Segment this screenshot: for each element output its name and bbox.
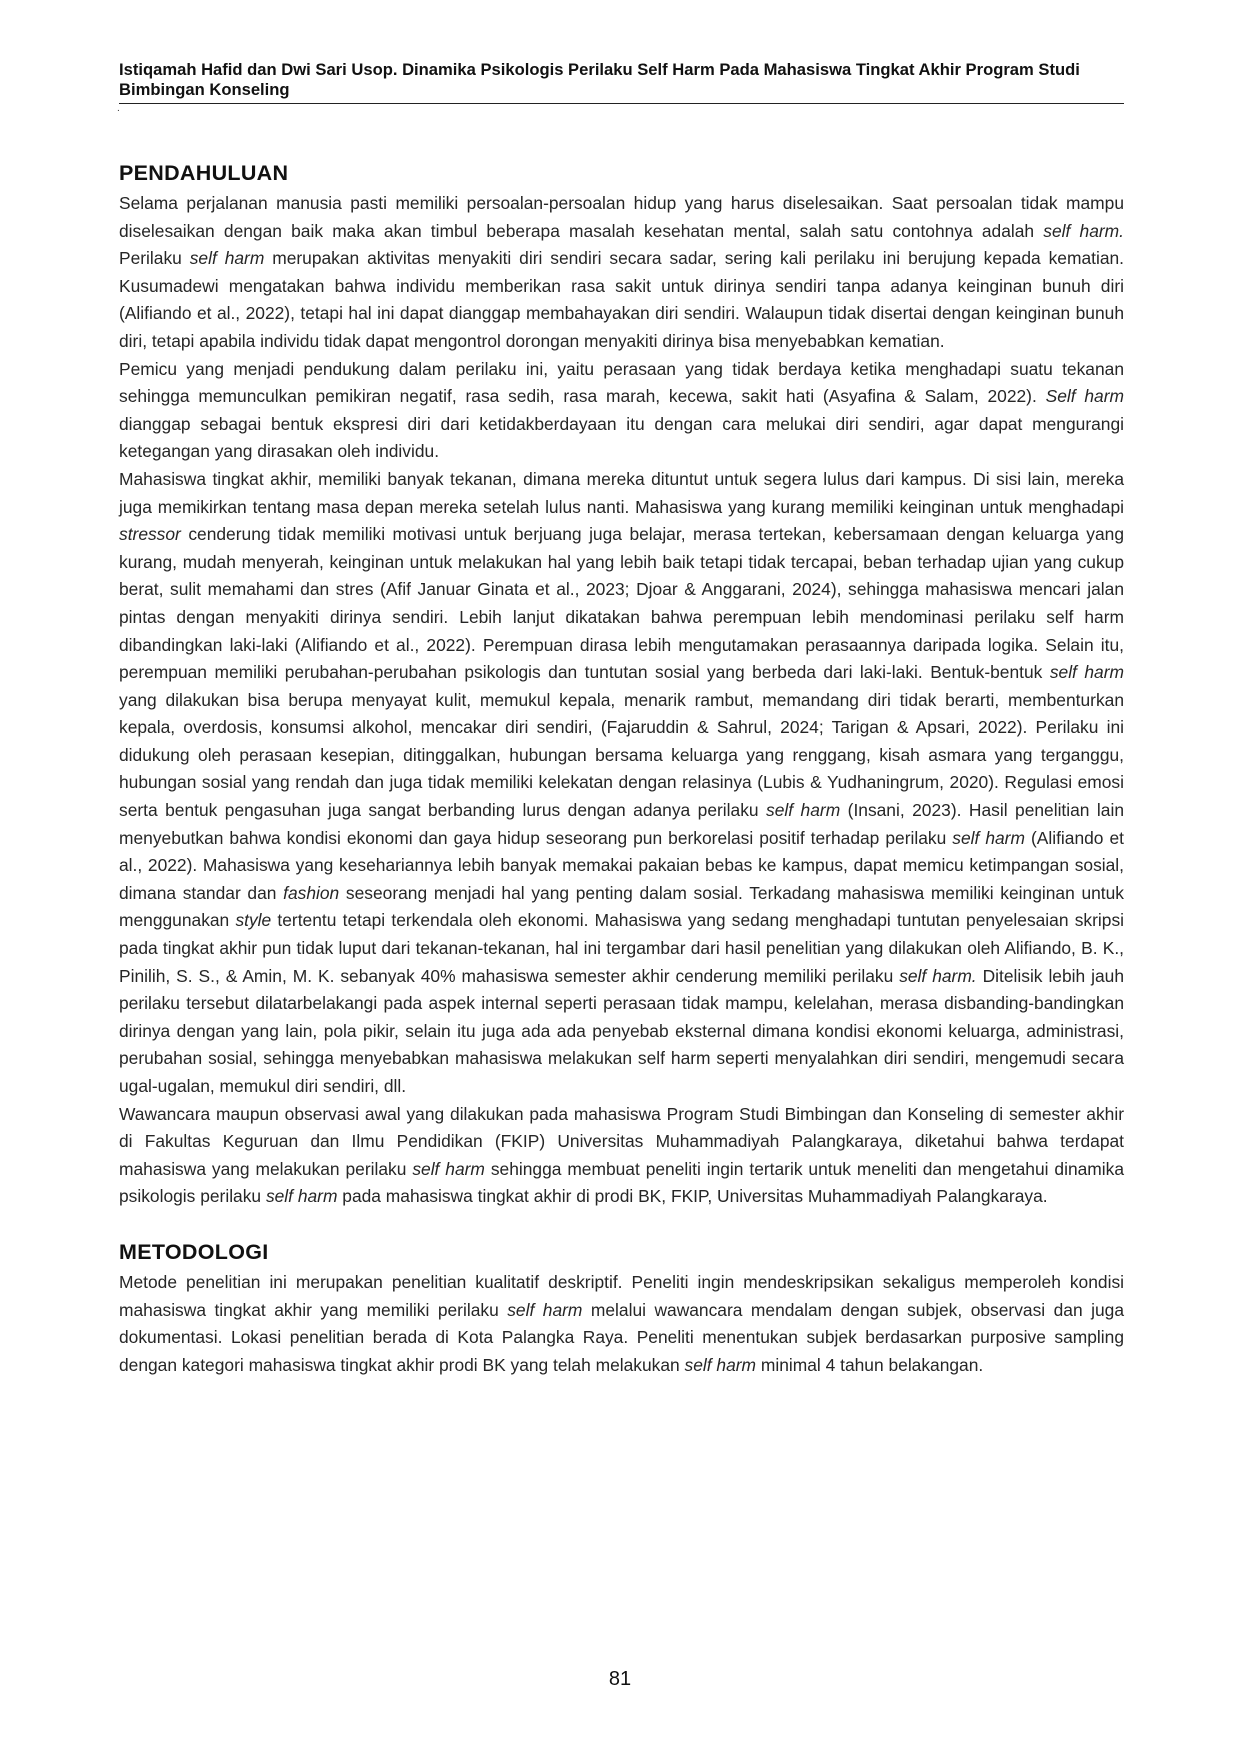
text-run: Perilaku: [119, 248, 190, 269]
italic-term: style: [235, 910, 272, 931]
text-run: merupakan aktivitas menyakiti diri sendiri secara sadar, sering kali perilaku ini berujung kepada kematian. Kusumadewi mengatakan bahwa individu memberikan rasa sakit untuk dirinya sendiri tanpa adanya keinginan bunuh diri (Alifiando et al., 2022), tetapi hal ini dapat dianggap membahayakan diri sendiri. Walaupun tidak disertai dengan keinginan bunuh diri, tetapi apabila individu tidak dapat mengontrol dorongan menyakiti dirinya bisa menyebabkan kematian.: [119, 248, 1124, 351]
article-body: [119, 160, 1124, 1379]
italic-term: self harm: [189, 248, 265, 269]
text-run: pada mahasiswa tingkat akhir di prodi BK, FKIP, Universitas Muhammadiyah Palangkaraya.: [337, 1186, 1048, 1207]
italic-term: self harm: [952, 827, 1025, 848]
text-run: Pemicu yang menjadi pendukung dalam perilaku ini, yaitu perasaan yang tidak berdaya ketika menghadapi suatu tekanan sehingga memunculkan pemikiran negatif, rasa sedih, rasa marah, kecewa, sakit hati (Asyafina & Salam, 2022).: [119, 358, 1124, 407]
italic-term: self harm: [507, 1299, 583, 1320]
italic-term: stressor: [119, 524, 181, 545]
italic-term: self harm: [412, 1158, 485, 1179]
text-run: Mahasiswa tingkat akhir, memiliki banyak tekanan, dimana mereka dituntut untuk segera lulus dari kampus. Di sisi lain, mereka juga memikirkan tentang masa depan mereka setelah lulus nanti. Mahasiswa yang kurang memiliki keinginan untuk menghadapi: [119, 468, 1124, 517]
section-heading-pendahuluan: PENDAHULUAN: [119, 161, 289, 185]
italic-term: self harm: [1049, 662, 1124, 683]
text-run: seseorang menjadi hal yang penting dalam sosial. Terkadang mahasiswa memiliki keinginan untuk menggunakan: [119, 882, 1124, 931]
text-run: cenderung tidak memiliki motivasi untuk berjuang juga belajar, merasa tertekan, kebersamaan dengan keluarga yang kurang, mudah menyerah, keinginan untuk melakukan hal yang lebih baik tetapi tidak tercapai, beban terhadap ujian yang cukup berat, sulit memahami dan stres (Afif Januar Ginata et al., 2023; Djoar & Anggarani, 2024), sehingga mahasiswa mencari jalan pintas dengan menyakiti dirinya sendiri. Lebih lanjut dikatakan bahwa perempuan lebih mendominasi perilaku self harm dibandingkan laki-laki (Alifiando et al., 2022). Perempuan dirasa lebih mengutamakan perasaannya daripada logika. Selain itu, perempuan memiliki perubahan-perubahan psikologis dan tuntutan sosial yang berbeda dari laki-laki. Bentuk-bentuk: [119, 524, 1124, 683]
text-run: melalui wawancara mendalam dengan subjek, observasi dan juga dokumentasi. Lokasi penelitian berada di Kota Palangka Raya. Peneliti menentukan subjek berdasarkan purposive sampling dengan kategori mahasiswa tingkat akhir prodi BK yang telah melakukan: [119, 1299, 1124, 1375]
text-run: Wawancara maupun observasi awal yang dilakukan pada mahasiswa Program Studi Bimbingan dan Konseling di semester akhir di Fakultas Keguruan dan Ilmu Pendidikan (FKIP) Universitas Muhammadiyah Palangkaraya, diketahui bahwa terdapat mahasiswa yang melakukan perilaku: [119, 1103, 1124, 1179]
italic-term: self harm.: [899, 965, 977, 986]
paragraph: [119, 356, 1124, 466]
paragraph: [119, 190, 1124, 356]
text-run: (Alifiando et al., 2022). Mahasiswa yang kesehariannya lebih banyak memakai pakaian bebas ke kampus, dapat memicu ketimpangan sosial, dimana standar dan: [119, 827, 1125, 903]
text-run: tertentu tetapi terkendala oleh ekonomi. Mahasiswa yang sedang menghadapi tuntutan penyelesaian skripsi pada tingkat akhir pun tidak luput dari tekanan-tekanan, hal ini tergambar dari hasil penelitian yang dilakukan oleh Alifiando, B. K., Pinilih, S. S., & Amin, M. K. sebanyak 40% mahasiswa semester akhir cenderung memiliki perilaku: [119, 910, 1125, 986]
italic-term: fashion: [283, 882, 340, 903]
italic-term: Self harm: [1045, 386, 1124, 407]
text-run: Selama perjalanan manusia pasti memiliki persoalan-persoalan hidup yang harus diselesaikan. Saat persoalan tidak mampu diselesaikan dengan baik maka akan timbul beberapa masalah kesehatan mental, salah satu contohnya adalah: [119, 193, 1124, 241]
section-heading-metodologi: METODOLOGI: [119, 1239, 269, 1264]
paragraph: [119, 1269, 1124, 1379]
text-run: Metode penelitian ini merupakan penelitian kualitatif deskriptif. Peneliti ingin mendeskripsikan sekaligus memperoleh kondisi mahasiswa tingkat akhir yang memiliki perilaku: [119, 1271, 1124, 1320]
italic-term: self harm: [684, 1354, 757, 1375]
running-header: Istiqamah Hafid dan Dwi Sari Usop. Dinamika Psikologis Perilaku Self Harm Pada Mahasiswa Tingkat Akhir Program Studi Bimbingan Konseling: [119, 60, 1124, 104]
text-run: Ditelisik lebih jauh perilaku tersebut dilatarbelakangi pada aspek internal seperti perasaan tidak mampu, kelelahan, merasa disbanding-bandingkan dirinya dengan yang lain, pola pikir, selain itu juga ada ada penyebab eksternal dimana kondisi ekonomi keluarga, administrasi, perubahan sosial, sehingga menyebabkan mahasiswa melakukan self harm seperti menyalahkan diri sendiri, mengemudi secara ugal-ugalan, memukul diri sendiri, dll.: [119, 965, 1125, 1096]
paragraph: [119, 1101, 1124, 1211]
text-run: (Insani, 2023). Hasil penelitian lain menyebutkan bahwa kondisi ekonomi dan gaya hidup seseorang pun berkorelasi positif terhadap perilaku: [119, 800, 1125, 848]
page-number: 81: [608, 1668, 632, 1690]
italic-term: self harm: [265, 1186, 338, 1207]
text-run: minimal 4 tahun belakangan.: [756, 1354, 984, 1375]
text-run: yang dilakukan bisa berupa menyayat kulit, memukul kepala, menarik rambut, memandang diri tidak berarti, membenturkan kepala, overdosis, konsumsi alkohol, mencakar diri sendiri, (Fajaruddin & Sahrul, 2024; Tarigan & Apsari, 2022). Perilaku ini didukung oleh perasaan kesepian, ditinggalkan, hubungan bersama keluarga yang renggang, kisah asmara yang terganggu, hubungan sosial yang rendah dan juga tidak memiliki kelekatan dengan relasinya (Lubis & Yudhaningrum, 2020). Regulasi emosi serta bentuk pengasuhan juga sangat berbanding lurus dengan adanya perilaku: [119, 689, 1124, 821]
italic-term: self harm: [766, 800, 841, 821]
text-run: dianggap sebagai bentuk ekspresi diri dari ketidakberdayaan itu dengan cara melukai diri sendiri, agar dapat mengurangi ketegangan yang dirasakan oleh individu.: [119, 413, 1124, 462]
header-dot: .: [117, 103, 120, 114]
paragraph: [119, 466, 1124, 1101]
text-run: sehingga membuat peneliti ingin tertarik untuk meneliti dan mengetahui dinamika psikologis perilaku: [119, 1158, 1125, 1207]
italic-term: self harm.: [1043, 220, 1124, 241]
